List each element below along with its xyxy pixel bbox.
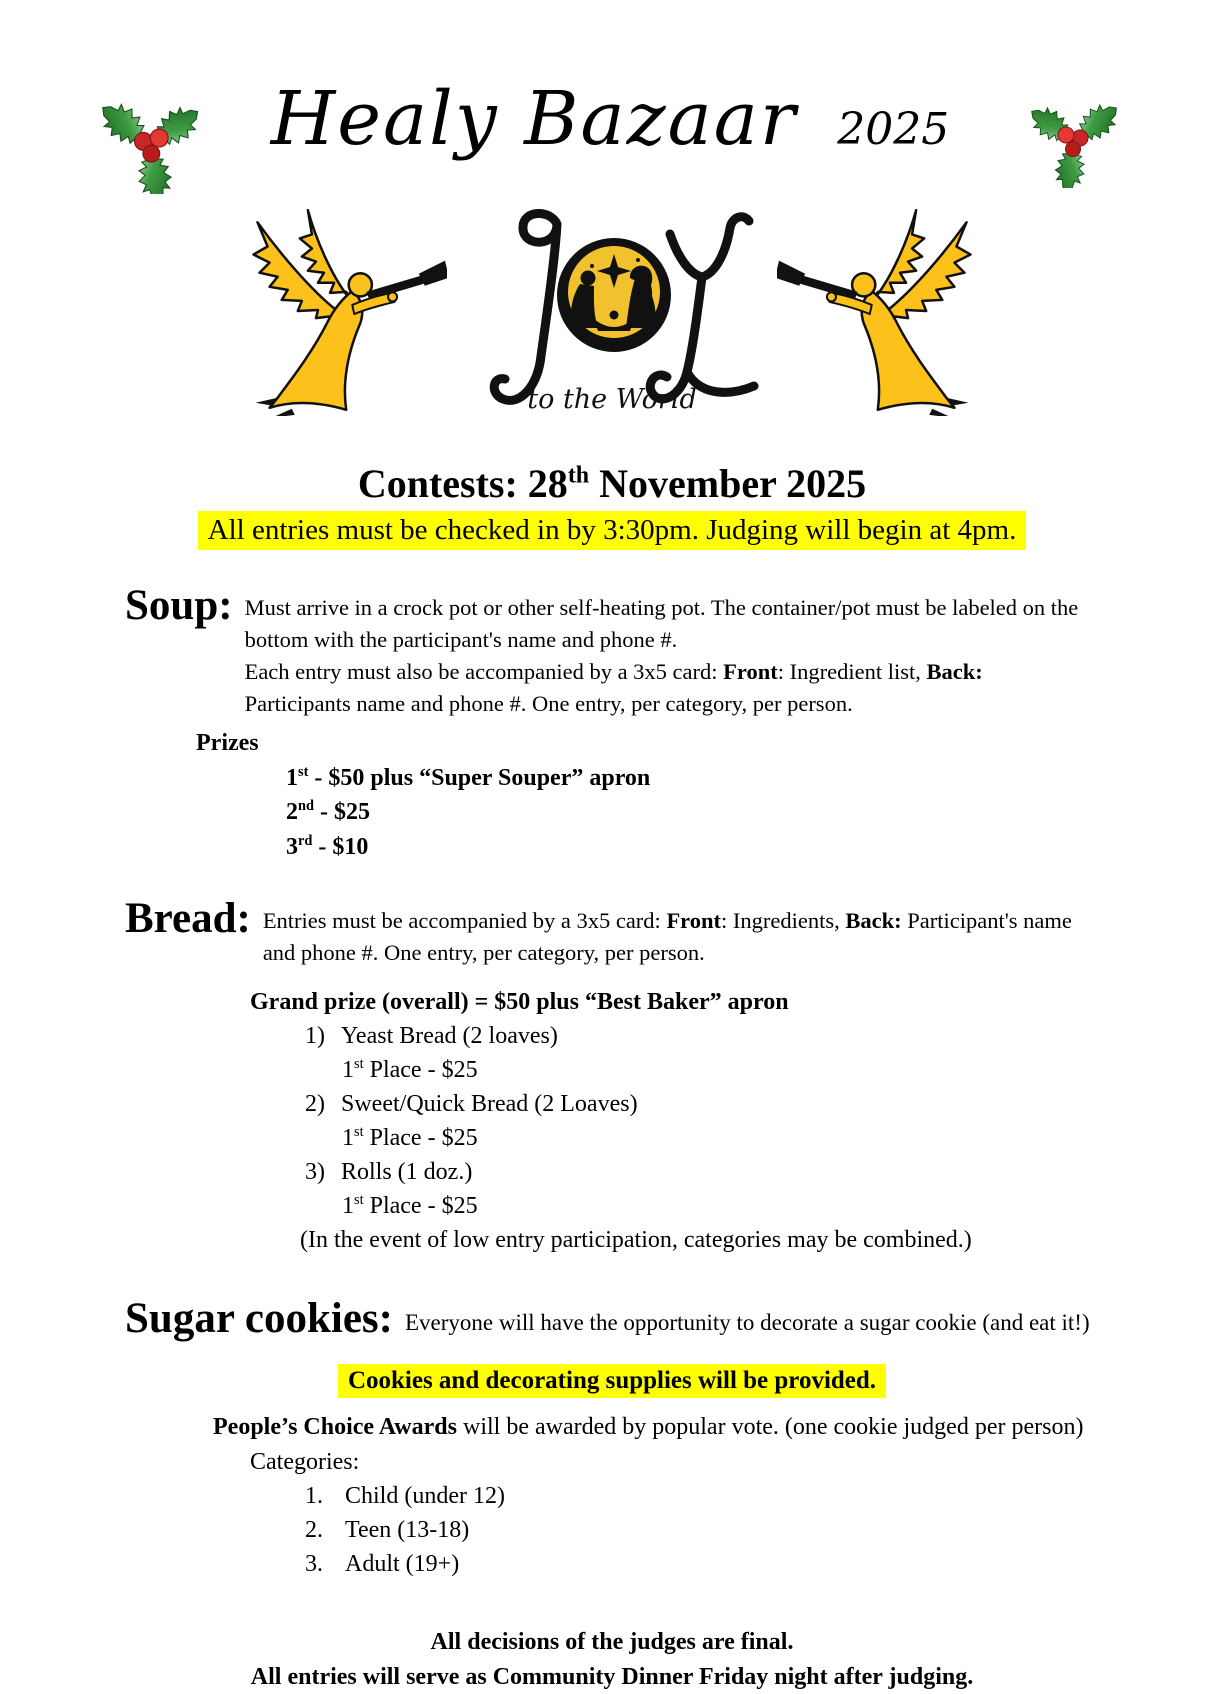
checkin-notice: All entries must be checked in by 3:30pm. Judging will begin at 4pm. [198, 511, 1027, 550]
peoples-choice-line [213, 1410, 1224, 1444]
bread-section [125, 894, 1144, 969]
place-number: 1 [286, 764, 298, 791]
heading-text: November 2025 [589, 461, 867, 506]
holly-icon [92, 82, 204, 194]
text-run-bold: Front [723, 658, 778, 684]
place-number: 3 [286, 834, 298, 861]
flyer-header [0, 76, 1224, 194]
soup-line: Must arrive in a crock pot or other self-heating pot. The container/pot must be labeled on the [244, 595, 1079, 620]
title-year: 2025 [837, 104, 950, 155]
text-run: Entries must be accompanied by a 3x5 card: [262, 907, 667, 933]
item-number: 2) [305, 1091, 325, 1118]
text-run: Each entry must also be accompanied by a 3x5 card: [244, 658, 724, 684]
item-label: Sweet/Quick Bread (2 Loaves) [341, 1091, 638, 1118]
item-number: 1. [305, 1482, 323, 1509]
holly-icon [1026, 82, 1126, 188]
item-label: Adult (19+) [345, 1550, 460, 1577]
bread-note: (In the event of low entry participation, categories may be combined.) [300, 1227, 972, 1254]
soup-section [125, 584, 1144, 720]
category-item [305, 1513, 1224, 1547]
angel-trumpet-icon [195, 204, 447, 416]
header-art-row [0, 200, 1224, 420]
text-run-bold: Front [666, 907, 722, 933]
item-label: Rolls (1 doz.) [341, 1159, 473, 1186]
community-dinner-line: All entries will serve as Community Dinner Friday night after judging. [250, 1663, 974, 1690]
soup-line [245, 656, 1079, 688]
joy-letter-j [494, 213, 557, 400]
joy-subtitle: to the World [527, 384, 697, 415]
place-ordinal: st [354, 1192, 364, 1209]
prize-item [286, 761, 1224, 796]
heading-ordinal: th [567, 462, 590, 489]
soup-line: Participants name and phone #. One entry, per category, per person. [244, 690, 853, 716]
bread-category-item [305, 1087, 1224, 1121]
text-run-bold: People’s Choice Awards [213, 1414, 457, 1441]
title-text: Healy Bazaar [270, 76, 798, 162]
prize-text: Place - $25 [363, 1125, 478, 1152]
place-ordinal: nd [298, 798, 315, 815]
bread-line [263, 905, 1072, 937]
item-label: Yeast Bread (2 loaves) [341, 1022, 558, 1049]
joy-to-the-world-logo [461, 200, 763, 420]
place-number: 1 [342, 1193, 354, 1220]
place-ordinal: st [354, 1055, 364, 1072]
text-run-bold: Back: [926, 658, 983, 684]
heading-text: Contests: 28 [357, 461, 568, 506]
contests-heading [0, 460, 1224, 507]
prize-text: Place - $25 [363, 1056, 478, 1083]
supplies-banner: Cookies and decorating supplies will be provided. [338, 1364, 886, 1398]
text-run: : Ingredient list, [777, 658, 927, 684]
bread-category-item [305, 1155, 1224, 1189]
item-number: 1) [305, 1022, 325, 1049]
soup-description [245, 584, 1079, 720]
bread-description [263, 897, 1072, 969]
bread-category-prize [342, 1053, 1224, 1087]
prize-text: Place - $25 [363, 1193, 478, 1220]
text-run: : Ingredients, [721, 907, 846, 933]
place-ordinal: st [298, 763, 309, 780]
prize-item [286, 795, 1224, 830]
prizes-heading: Prizes [196, 729, 259, 756]
item-number: 3) [305, 1159, 325, 1186]
category-item [305, 1479, 1224, 1513]
cookies-description: Everyone will have the opportunity to decorate a sugar cookie (and eat it!) [404, 1310, 1090, 1336]
item-label: Teen (13-18) [345, 1516, 470, 1543]
text-run: Participant's name [901, 907, 1072, 933]
peoples-choice-block [213, 1410, 1224, 1580]
prize-text: - $10 [312, 834, 369, 861]
item-label: Child (under 12) [345, 1482, 505, 1509]
place-number: 2 [286, 799, 298, 826]
soup-heading: Soup: [125, 582, 233, 629]
place-number: 1 [342, 1125, 354, 1152]
bread-category-prize [342, 1189, 1224, 1223]
soup-line: bottom with the participant's name and phone #. [244, 626, 678, 652]
angel-trumpet-icon [777, 204, 1029, 416]
cookies-heading: Sugar cookies: [125, 1295, 393, 1343]
soup-prizes [196, 726, 1224, 865]
bread-category-item [305, 1019, 1224, 1053]
nativity-icon [557, 238, 671, 352]
bread-heading: Bread: [125, 894, 251, 942]
item-number: 2. [305, 1516, 323, 1543]
prizes-list [286, 761, 1224, 865]
prize-item [286, 830, 1224, 865]
bread-line: and phone #. One entry, per category, per person. [262, 939, 705, 965]
place-ordinal: rd [298, 833, 313, 850]
item-number: 3. [305, 1550, 323, 1577]
categories-label: Categories: [250, 1448, 360, 1475]
text-run-bold: Back: [845, 907, 902, 933]
text-run: will be awarded by popular vote. (one cookie judged per person) [456, 1414, 1084, 1441]
cookies-section [125, 1295, 1144, 1343]
category-item [305, 1547, 1224, 1581]
footer-notes [0, 1625, 1224, 1694]
bread-prizes [250, 985, 1224, 1258]
place-number: 1 [342, 1056, 354, 1083]
place-ordinal: st [354, 1124, 364, 1141]
grand-prize-line: Grand prize (overall) = $50 plus “Best Baker” apron [250, 988, 789, 1015]
prize-text: - $50 plus “Super Souper” apron [308, 764, 651, 791]
bread-category-prize [342, 1121, 1224, 1155]
judges-final-line: All decisions of the judges are final. [430, 1628, 794, 1655]
prize-text: - $25 [314, 799, 371, 826]
page-title [271, 76, 950, 162]
